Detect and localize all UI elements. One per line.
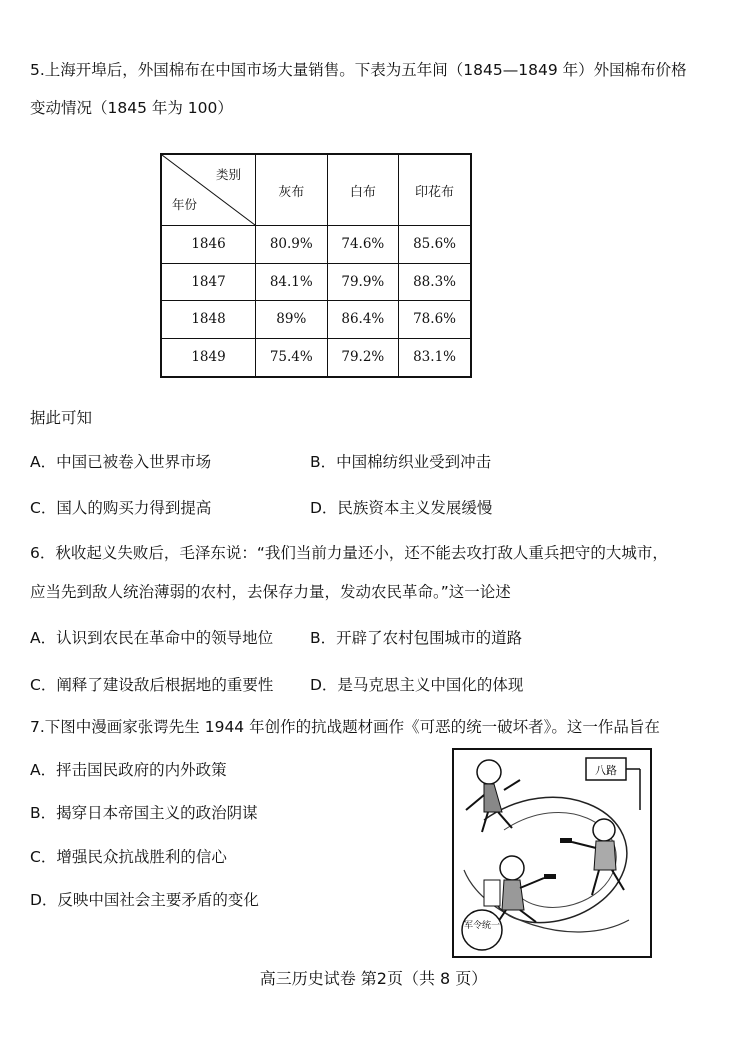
q7-option-b[interactable]: B．揭穿日本帝国主义的政治阴谋: [30, 804, 258, 822]
q7-option-c[interactable]: C．增强民众抗战胜利的信心: [30, 848, 227, 866]
cartoon-illustration: [452, 748, 652, 958]
q6-stem-line1: 6．秋收起义失败后，毛泽东说：“我们当前力量还小，还不能去攻打敌人重兵把守的大城市，: [30, 544, 668, 562]
q6-stem-line2: 应当先到敌人统治薄弱的农村，去保存力量，发动农民革命。”这一论述: [30, 583, 511, 601]
value-cell: 85.6%: [399, 226, 471, 264]
column-header: 灰布: [256, 154, 328, 226]
value-cell: 86.4%: [327, 301, 399, 339]
value-cell: 74.6%: [327, 226, 399, 264]
header-year-label: 年份: [172, 197, 198, 212]
value-cell: 88.3%: [399, 263, 471, 301]
table-row: [161, 338, 471, 377]
q6-option-b[interactable]: B．开辟了农村包围城市的道路: [310, 629, 523, 647]
q5-stem-line2: 变动情况（1845 年为 100）: [30, 99, 233, 117]
value-cell: 79.2%: [327, 338, 399, 377]
year-cell: 1847: [161, 263, 256, 301]
year-cell: 1848: [161, 301, 256, 339]
q7-stem: 7.下图中漫画家张谔先生 1944 年创作的抗战题材画作《可恶的统一破坏者》。这一作品旨在: [30, 718, 660, 736]
table-row: [161, 263, 471, 301]
value-cell: 78.6%: [399, 301, 471, 339]
q5-option-b[interactable]: B．中国棉纺织业受到冲击: [310, 453, 492, 471]
table-row: [161, 301, 471, 339]
value-cell: 75.4%: [256, 338, 328, 377]
q5-prompt: 据此可知: [30, 409, 93, 427]
header-category-label: 类别: [215, 167, 241, 182]
year-cell: 1849: [161, 338, 256, 377]
q6-option-d[interactable]: D．是马克思主义中国化的体现: [310, 676, 524, 694]
q5-stem-line1: 5.上海开埠后，外国棉布在中国市场大量销售。下表为五年间（1845—1849 年）外国棉布价格: [30, 61, 687, 79]
q6-option-a[interactable]: A．认识到农民在革命中的领导地位: [30, 629, 274, 647]
q5-option-c[interactable]: C．国人的购买力得到提高: [30, 499, 212, 517]
q5-option-a[interactable]: A．中国已被卷入世界市场: [30, 453, 212, 471]
page-footer: 高三历史试卷 第2页（共 8 页）: [259, 969, 488, 988]
value-cell: 89%: [256, 301, 328, 339]
price-table: [160, 153, 472, 378]
cartoon-sign-text: 八路: [595, 764, 617, 777]
column-header: 白布: [327, 154, 399, 226]
table-row: [161, 226, 471, 264]
year-cell: 1846: [161, 226, 256, 264]
table-header-row: [161, 154, 471, 226]
diagonal-header-cell: [161, 154, 256, 226]
q6-option-c[interactable]: C．阐释了建设敌后根据地的重要性: [30, 676, 274, 694]
value-cell: 83.1%: [399, 338, 471, 377]
cartoon-flag-text: 军令统一: [463, 921, 501, 931]
q5-option-d[interactable]: D．民族资本主义发展缓慢: [310, 499, 493, 517]
q7-option-d[interactable]: D．反映中国社会主要矛盾的变化: [30, 891, 259, 909]
value-cell: 80.9%: [256, 226, 328, 264]
q7-option-a[interactable]: A．抨击国民政府的内外政策: [30, 761, 227, 779]
column-header: 印花布: [399, 154, 471, 226]
value-cell: 84.1%: [256, 263, 328, 301]
value-cell: 79.9%: [327, 263, 399, 301]
